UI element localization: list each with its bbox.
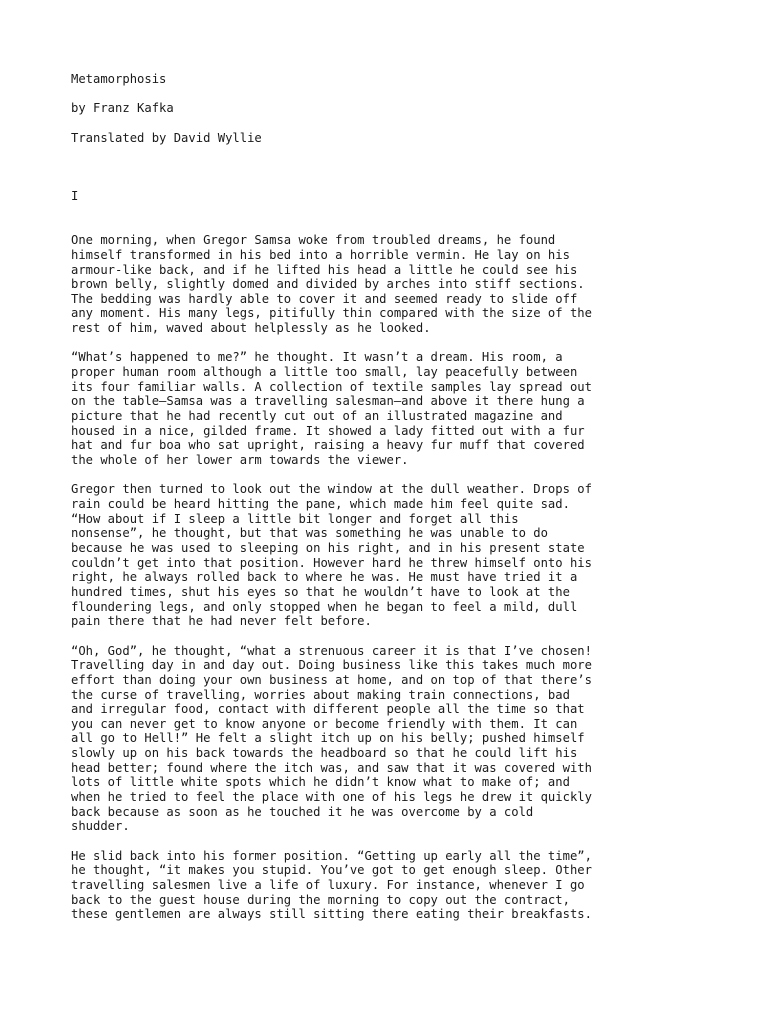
text-line: housed in a nice, gilded frame. It showed a lady fitted out with a fur [71, 423, 585, 438]
text-line: its four familiar walls. A collection of textile samples lay spread out [71, 379, 592, 394]
text-line: and irregular food, contact with different people all the time so that [71, 702, 585, 717]
text-line: Gregor then turned to look out the window at the dull weather. Drops of [71, 482, 592, 497]
text-line: effort than doing your own business at home, and on top of that there’s [71, 672, 592, 687]
text-line: himself transformed in his bed into a horrible vermin. He lay on his [71, 247, 570, 262]
text-line: He slid back into his former position. “Getting up early all the time”, [71, 848, 592, 863]
text-line: head better; found where the itch was, and saw that it was covered with [71, 760, 592, 775]
text-line: rest of him, waved about helplessly as he looked. [71, 321, 431, 336]
translator-line: Translated by David Wyllie [71, 130, 262, 145]
text-line: hat and fur boa who sat upright, raising a heavy fur muff that covered [71, 438, 585, 453]
paragraph [71, 644, 721, 835]
text-line: hundred times, shut his eyes so that he wouldn’t have to look at the [71, 584, 570, 599]
text-line: on the table—Samsa was a travelling salesman—and above it there hung a [71, 394, 585, 409]
text-line: armour-like back, and if he lifted his head a little he could see his [71, 262, 578, 277]
title-block [71, 72, 721, 145]
body-text [71, 233, 721, 922]
text-line: the curse of travelling, worries about making train connections, bad [71, 687, 570, 702]
text-line: One morning, when Gregor Samsa woke from troubled dreams, he found [71, 233, 556, 248]
text-line: “How about if I sleep a little bit longer and forget all this [71, 511, 519, 526]
paragraph [71, 233, 721, 336]
text-line: floundering legs, and only stopped when he began to feel a mild, dull [71, 599, 578, 614]
text-line: any moment. His many legs, pitifully thin compared with the size of the [71, 306, 592, 321]
text-line: “What’s happened to me?” he thought. It wasn’t a dream. His room, a [71, 350, 563, 365]
text-line: proper human room although a little too small, lay peacefully between [71, 365, 578, 380]
text-line: The bedding was hardly able to cover it and seemed ready to slide off [71, 291, 578, 306]
text-line: all go to Hell!” He felt a slight itch up on his belly; pushed himself [71, 731, 585, 746]
text-line: slowly up on his back towards the headboard so that he could lift his [71, 746, 578, 761]
text-line: brown belly, slightly domed and divided by arches into stiff sections. [71, 277, 585, 292]
paragraph [71, 849, 721, 922]
text-line: back because as soon as he touched it he was overcome by a cold [71, 804, 534, 819]
text-line: he thought, “it makes you stupid. You’ve got to get enough sleep. Other [71, 863, 592, 878]
text-line: picture that he had recently cut out of an illustrated magazine and [71, 409, 563, 424]
text-line: right, he always rolled back to where he was. He must have tried it a [71, 570, 578, 585]
text-line: because he was used to sleeping on his right, and in his present state [71, 540, 585, 555]
text-line: travelling salesmen live a life of luxury. For instance, whenever I go [71, 878, 585, 893]
document-page [71, 72, 721, 937]
text-line: you can never get to know anyone or become friendly with them. It can [71, 716, 578, 731]
text-line: back to the guest house during the morning to copy out the contract, [71, 892, 570, 907]
text-line: nonsense”, he thought, but that was something he was unable to do [71, 526, 548, 541]
text-line: when he tried to feel the place with one of his legs he drew it quickly [71, 790, 592, 805]
text-line: couldn’t get into that position. However hard he threw himself onto his [71, 555, 592, 570]
text-line: lots of little white spots which he didn’t know what to make of; and [71, 775, 570, 790]
paragraph [71, 350, 721, 467]
text-line: pain there that he had never felt before. [71, 614, 372, 629]
paragraph [71, 482, 721, 629]
text-line: Travelling day in and day out. Doing business like this takes much more [71, 658, 592, 673]
text-line: “Oh, God”, he thought, “what a strenuous career it is that I’ve chosen! [71, 643, 592, 658]
text-line: these gentlemen are always still sitting there eating their breakfasts. [71, 907, 592, 922]
chapter-heading: I [71, 189, 79, 204]
author-line: by Franz Kafka [71, 101, 174, 116]
text-line: the whole of her lower arm towards the viewer. [71, 453, 409, 468]
text-line: rain could be heard hitting the pane, which made him feel quite sad. [71, 496, 570, 511]
book-title: Metamorphosis [71, 72, 167, 86]
text-line: shudder. [71, 819, 130, 834]
